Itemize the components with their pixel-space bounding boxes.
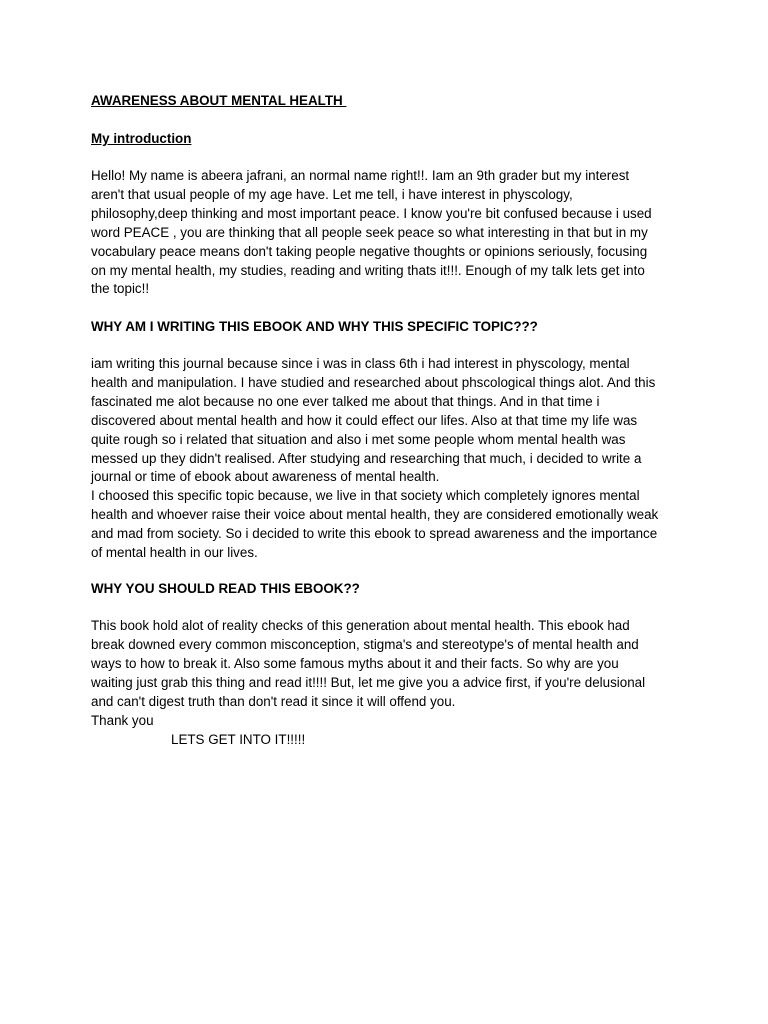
paragraph-line: fascinated me alot because no one ever talked me about that things. And in that time i [91, 393, 600, 409]
introduction-heading: My introduction [91, 131, 192, 146]
paragraph-line: waiting just grab this thing and read it!!!! But, let me give you a advice first, if you're delusional [91, 674, 646, 690]
why-read-paragraph [91, 617, 691, 730]
paragraph-line: vocabulary peace means don't taking people negative thoughts or opinions seriously, focusing [91, 243, 648, 259]
paragraph-line: and mad from society. So i decided to write this ebook to spread awareness and the importance [91, 526, 658, 542]
paragraph-line: ways to how to break it. Also some famous myths about it and their facts. So why are you [91, 655, 619, 671]
paragraph-line: journal or time of ebook about awareness of mental health. [91, 469, 440, 485]
closing-line: LETS GET INTO IT!!!!! [171, 732, 306, 747]
paragraph-line: discovered about mental health and how it could effect our lifes. Also at that time my life was [91, 412, 638, 428]
introduction-paragraph [91, 167, 691, 299]
why-read-heading: WHY YOU SHOULD READ THIS EBOOK?? [91, 581, 360, 596]
why-writing-paragraph [91, 355, 691, 563]
paragraph-line: messed up they didn't realised. After studying and researching that much, i decided to write a [91, 450, 642, 466]
paragraph-line: of mental health in our lives. [91, 545, 258, 561]
paragraph-line: quite rough so i related that situation and also i met some people whom mental health was [91, 431, 626, 447]
paragraph-line: I choosed this specific topic because, we live in that society which completely ignores mental [91, 488, 640, 504]
paragraph-line: the topic!! [91, 281, 150, 297]
paragraph-line: word PEACE , you are thinking that all people seek peace so what interesting in that but in my [91, 224, 648, 240]
paragraph-line: health and manipulation. I have studied and researched about phscological things alot. And this [91, 374, 656, 390]
why-writing-heading: WHY AM I WRITING THIS EBOOK AND WHY THIS SPECIFIC TOPIC??? [91, 319, 538, 334]
document-title: AWARENESS ABOUT MENTAL HEALTH [91, 93, 347, 108]
paragraph-line: Hello! My name is abeera jafrani, an normal name right!!. Iam an 9th grader but my interest [91, 168, 630, 183]
paragraph-line: philosophy,deep thinking and most important peace. I know you're bit confused because i used [91, 205, 652, 221]
paragraph-line: This book hold alot of reality checks of this generation about mental health. This ebook had [91, 618, 630, 633]
paragraph-line: break downed every common misconception, stigma's and stereotype's of mental health and [91, 636, 639, 652]
paragraph-line: on my mental health, my studies, reading and writing thats it!!!. Enough of my talk lets get into [91, 262, 645, 278]
paragraph-line: health and whoever raise their voice about mental health, they are considered emotionally weak [91, 507, 659, 523]
thank-you-line: Thank you [91, 712, 154, 728]
paragraph-line: and can't digest truth than don't read it since it will offend you. [91, 693, 456, 709]
paragraph-line: aren't that usual people of my age have. Let me tell, i have interest in physcology, [91, 186, 573, 202]
paragraph-line: iam writing this journal because since i was in class 6th i had interest in physcology, mental [91, 356, 630, 371]
